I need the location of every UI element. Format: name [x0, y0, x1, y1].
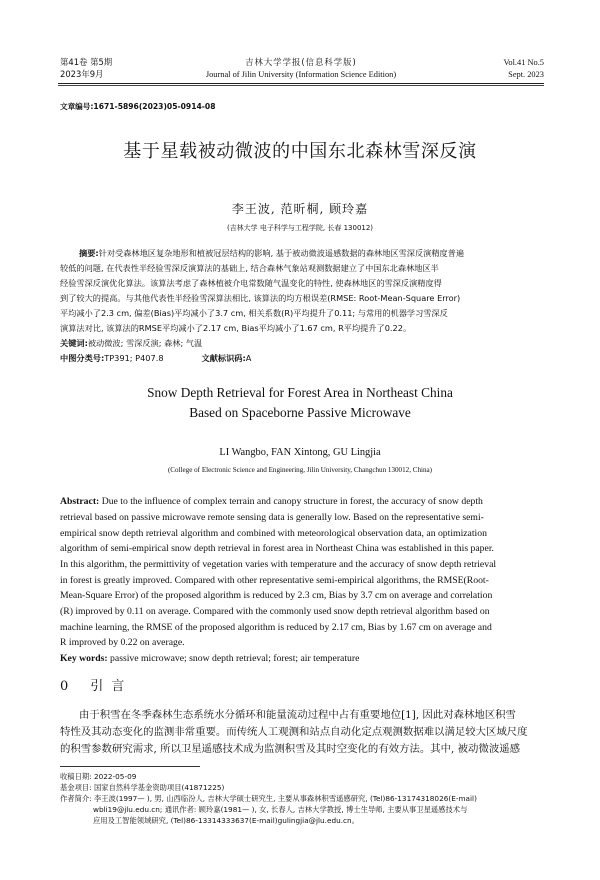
- authors-en: LI Wangbo, FAN Xintong, GU Lingjia: [219, 447, 381, 458]
- abstract-en-line-4: algorithm of semi-empirical snow depth retrieval in forest area in Northeast China was established in this paper.: [60, 543, 494, 554]
- abstract-cn-line-4: 到了较大的提高。与其他代表性半经验雪深算法相比, 该算法的均方根误差(RMSE: Root-Mean-Square Error): [60, 293, 461, 303]
- intro-line-3: 的积雪参数研究需求, 所以卫星遥感技术成为监测积雪及其时空变化的有效方法。其中, 被动微波遥感: [60, 743, 521, 755]
- abstract-en-line-6: in forest is greatly improved. Compared with other representative semi-empirical algorithms, the RMSE(Root-: [60, 575, 489, 586]
- header-journal-en: Journal of Jilin University (Information Science Edition): [205, 70, 397, 79]
- header-rule-bottom: [58, 85, 544, 86]
- abstract-en-line-5: In this algorithm, the permittivity of vegetation varies with temperature and the accuracy of snow depth retrieval: [60, 559, 497, 570]
- header-vol-en: Vol.41 No.5: [503, 58, 544, 67]
- header-journal-cn: 吉林大学学报(信息科学版): [245, 57, 357, 67]
- abstract-cn-line-3: 经验雪深反演优化算法。该算法考虑了森林植被介电常数随气温变化的特性, 使森林地区的雪深反演精度得: [60, 278, 442, 288]
- classification: 中图分类号:TP391; P407.8 文献标识码:A: [60, 353, 252, 363]
- authors-cn: 李王波, 范昕桐, 顾玲嘉: [231, 202, 369, 216]
- affiliation-en: (College of Electronic Science and Engineering, Jilin University, Changchun 130012, China): [167, 466, 433, 474]
- footnote-received: 收稿日期: 2022-05-09: [60, 772, 137, 781]
- abstract-cn-line-1: 摘要:针对受森林地区复杂地形和植被冠层结构的影响, 基于被动微波遥感数据的森林地区雪深反演精度普遍: [79, 248, 465, 258]
- footnote-author-1: 作者简介: 李王波(1997— ), 男, 山西临汾人, 吉林大学硕士研究生, 主要从事森林积雪遥感研究, (Tel)86-13174318026(E-mail): [60, 794, 477, 803]
- header-rule-top: [58, 83, 544, 84]
- footnote-author-2: wbli19@jlu.edu.cn; 通讯作者: 顾玲嘉(1981— ), 女, 长春人, 吉林大学教授, 博士生导师, 主要从事卫星遥感技术与: [93, 805, 468, 814]
- keywords-cn: 关键词:被动微波; 雪深反演; 森林; 气温: [60, 338, 203, 348]
- section-heading: 0 引 言: [60, 679, 127, 694]
- abstract-en-line-7: Mean-Square Error) of the proposed algorithm is reduced by 2.3 cm, Bias by 3.7 cm on average and correlation: [60, 590, 493, 601]
- abstract-en-line-2: retrieval based on passive microwave remote sensing data is generally low. Based on the representative semi-: [60, 512, 484, 523]
- keywords-en: Key words: passive microwave; snow depth retrieval; forest; air temperature: [60, 653, 360, 664]
- abstract-en-line-10: R improved by 0.22 on average.: [60, 637, 185, 648]
- abstract-cn-line-5: 平均减小了2.3 cm, 偏差(Bias)平均减小了3.7 cm, 相关系数(R)平均提升了0.11; 与常用的机器学习雪深反: [60, 308, 448, 318]
- title-cn: 基于星载被动微波的中国东北森林雪深反演: [123, 141, 477, 162]
- affiliation-cn: (吉林大学 电子科学与工程学院, 长春 130012): [226, 224, 374, 232]
- title-en-line-1: Snow Depth Retrieval for Forest Area in Northeast China: [147, 385, 453, 400]
- abstract-en-line-8: (R) improved by 0.11 on average. Compared with the commonly used snow depth retrieval algorithm based on: [60, 606, 490, 617]
- footnote-rule: [60, 766, 200, 767]
- abstract-cn-line-2: 较低的问题, 在代表性半经验雪深反演算法的基础上, 结合森林气象站观测数据建立了中国东北森林地区半: [60, 263, 439, 273]
- abstract-en-line-3: empirical snow depth retrieval algorithm and combined with meteorological observation data, an optimization: [60, 528, 487, 539]
- intro-line-2: 特性及其动态变化的监测非常重要。而传统人工观测和站点自动化定点观测数据难以满足较大区域尺度: [60, 726, 528, 738]
- footnote-funding: 基金项目: 国家自然科学基金资助项目(41871225): [60, 783, 225, 792]
- footnote-author-3: 应用及工智能领域研究, (Tel)86-13314333637(E-mail)gulingjia@jlu.edu.cn。: [93, 816, 359, 825]
- header-date-en: Sept. 2023: [508, 70, 544, 79]
- article-id: 文章编号:1671-5896(2023)05-0914-08: [60, 102, 216, 111]
- title-en-line-2: Based on Spaceborne Passive Microwave: [189, 405, 411, 420]
- header-date: 2023年9月: [60, 69, 104, 79]
- intro-line-1: 由于积雪在冬季森林生态系统水分循环和能量流动过程中占有重要地位[1], 因此对森林地区积雪: [79, 709, 516, 721]
- abstract-en-line-9: machine learning, the RMSE of the proposed algorithm is reduced by 2.17 cm, Bias by 1.67 cm on average and: [60, 622, 492, 633]
- abstract-cn-line-6: 演算法对比, 该算法的RMSE平均减小了2.17 cm, Bias平均减小了1.67 cm, R平均提升了0.22。: [60, 323, 412, 333]
- header-volume: 第41卷 第5期: [60, 57, 113, 67]
- abstract-en-line-1: Abstract: Due to the influence of complex terrain and canopy structure in forest, the accuracy of snow depth: [60, 496, 483, 507]
